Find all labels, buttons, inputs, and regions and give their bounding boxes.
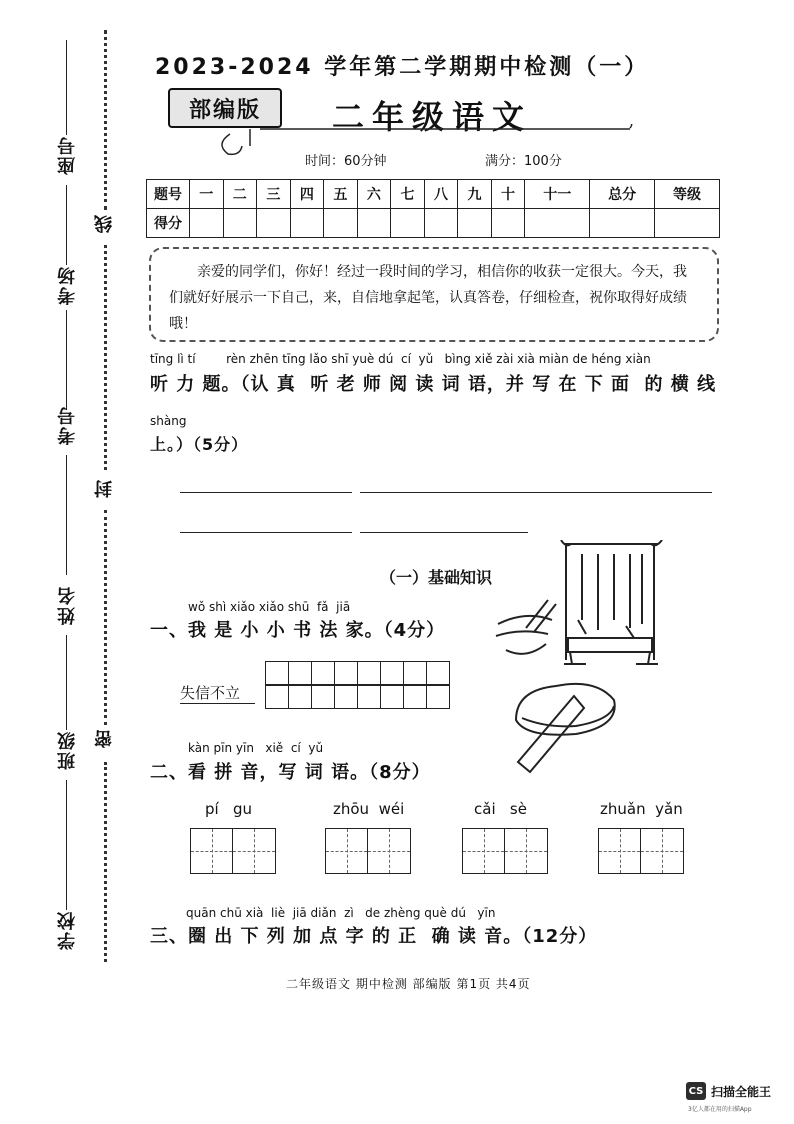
seal-word-seal: 封 xyxy=(94,480,115,498)
tianzige-box[interactable] xyxy=(462,828,548,874)
score-table xyxy=(146,179,720,238)
table-cell: 等级 xyxy=(655,180,720,209)
q1-pinyin: wǒ shì xiǎo xiǎo shū fǎ jiā xyxy=(188,600,351,614)
writing-grid-bottom[interactable] xyxy=(265,685,450,709)
score-cell[interactable] xyxy=(458,209,492,238)
score-cell[interactable] xyxy=(223,209,257,238)
score-cell[interactable] xyxy=(324,209,358,238)
exam-no-label: 考号 xyxy=(57,405,78,445)
writing-grid-top[interactable] xyxy=(265,661,450,685)
table-cell: 二 xyxy=(223,180,257,209)
q1-question: 一、我 是 小 小 书 法 家。（4分） xyxy=(150,620,446,641)
binding-dotted-line xyxy=(104,30,107,210)
q1-idiom: 失信不立 xyxy=(180,684,241,702)
pinyin-prompt: zhōu wéi xyxy=(333,800,405,818)
table-cell: 三 xyxy=(257,180,291,209)
q3-pinyin: quān chū xià liè jiā diǎn zì de zhèng què dú yīn xyxy=(186,906,496,920)
listening-pinyin: tīng lì tí rèn zhēn tīng lǎo shī yuè dú cí yǔ bìng xiě zài xià miàn de héng xiàn xyxy=(150,352,651,366)
scanner-name: 扫描全能王 xyxy=(711,1084,772,1099)
table-cell: 六 xyxy=(357,180,391,209)
school-label: 学校 xyxy=(57,910,78,950)
binding-dotted-line xyxy=(104,510,107,725)
table-cell: 七 xyxy=(391,180,425,209)
answer-line[interactable] xyxy=(180,532,352,533)
score-table-score-row xyxy=(147,209,720,238)
tianzige-box[interactable] xyxy=(325,828,411,874)
tianzige-box[interactable] xyxy=(598,828,684,874)
score-cell[interactable] xyxy=(257,209,291,238)
pinyin-prompt: pí gu xyxy=(205,800,253,818)
score-cell[interactable] xyxy=(491,209,525,238)
class-label: 班级 xyxy=(57,730,78,770)
name-line xyxy=(66,455,67,575)
table-cell: 九 xyxy=(458,180,492,209)
title-decoration xyxy=(210,124,640,164)
idiom-underline xyxy=(180,703,255,704)
scanner-tagline: 3亿人都在用的扫描App xyxy=(688,1106,752,1113)
seat-label: 座号 xyxy=(57,135,78,175)
q3-question: 三、圈 出 下 列 加 点 字 的 正 确 读 音。（12分） xyxy=(150,926,598,947)
term-title: 2023-2024 学年第二学期期中检测（一） xyxy=(155,55,650,80)
school-line xyxy=(66,780,67,910)
q2-question: 二、看 拼 音，写 词 语。（8分） xyxy=(150,762,431,783)
scanner-watermark xyxy=(686,1082,771,1100)
room-line-top xyxy=(66,185,67,265)
notice-text: 亲爱的同学们，你好！经过一段时间的学习，相信你的收获一定很大。今天，我们就好好展示一下自己，来，自信地拿起笔，认真答卷，仔细检查，祝你取得好成绩哦！ xyxy=(169,264,687,332)
tianzige-box[interactable] xyxy=(190,828,276,874)
calligraphy-tools-illustration xyxy=(486,540,672,780)
time-label: 时间：60分钟 xyxy=(305,154,387,169)
name-label: 姓名 xyxy=(57,585,78,625)
score-cell[interactable] xyxy=(424,209,458,238)
seal-word-secret: 密 xyxy=(94,730,115,748)
class-line xyxy=(66,635,67,730)
table-cell: 十一 xyxy=(525,180,590,209)
section-title: （一）基础知识 xyxy=(380,568,493,587)
table-cell: 十 xyxy=(491,180,525,209)
binding-dotted-line xyxy=(104,762,107,962)
room-label: 考场 xyxy=(57,265,78,305)
listening-question-2: 上。）（5分） xyxy=(150,435,249,454)
seal-word-line: 线 xyxy=(94,215,115,233)
notice-box xyxy=(149,247,719,342)
pinyin-prompt: cǎi sè xyxy=(474,800,527,818)
score-cell[interactable] xyxy=(655,209,720,238)
binding-dotted-line xyxy=(104,245,107,470)
table-cell: 四 xyxy=(290,180,324,209)
q2-pinyin: kàn pīn yīn xiě cí yǔ xyxy=(188,741,324,755)
listening-pinyin-2: shàng xyxy=(150,414,187,428)
score-cell[interactable] xyxy=(391,209,425,238)
table-cell: 总分 xyxy=(590,180,655,209)
answer-line[interactable] xyxy=(360,492,712,493)
seat-line xyxy=(66,40,67,135)
pinyin-prompt: zhuǎn yǎn xyxy=(600,800,683,818)
page-title: 二年级语文 xyxy=(332,98,533,136)
scanner-logo: CS xyxy=(686,1082,706,1100)
score-cell[interactable] xyxy=(190,209,224,238)
answer-line[interactable] xyxy=(180,492,352,493)
exam-no-line xyxy=(66,310,67,410)
score-table-header-row xyxy=(147,180,720,209)
table-cell: 题号 xyxy=(147,180,190,209)
table-cell: 得分 xyxy=(147,209,190,238)
listening-question: 听 力 题。（认 真 听 老 师 阅 读 词 语，并 写 在 下 面 的 横 线 xyxy=(150,374,717,395)
score-cell[interactable] xyxy=(357,209,391,238)
answer-line[interactable] xyxy=(360,532,528,533)
score-cell[interactable] xyxy=(290,209,324,238)
page-footer: 二年级语文 期中检测 部编版 第1页 共4页 xyxy=(286,977,531,991)
score-cell[interactable] xyxy=(590,209,655,238)
score-cell[interactable] xyxy=(525,209,590,238)
table-cell: 一 xyxy=(190,180,224,209)
edition-badge: 部编版 xyxy=(168,88,282,128)
full-score-label: 满分：100分 xyxy=(485,154,562,169)
table-cell: 八 xyxy=(424,180,458,209)
table-cell: 五 xyxy=(324,180,358,209)
